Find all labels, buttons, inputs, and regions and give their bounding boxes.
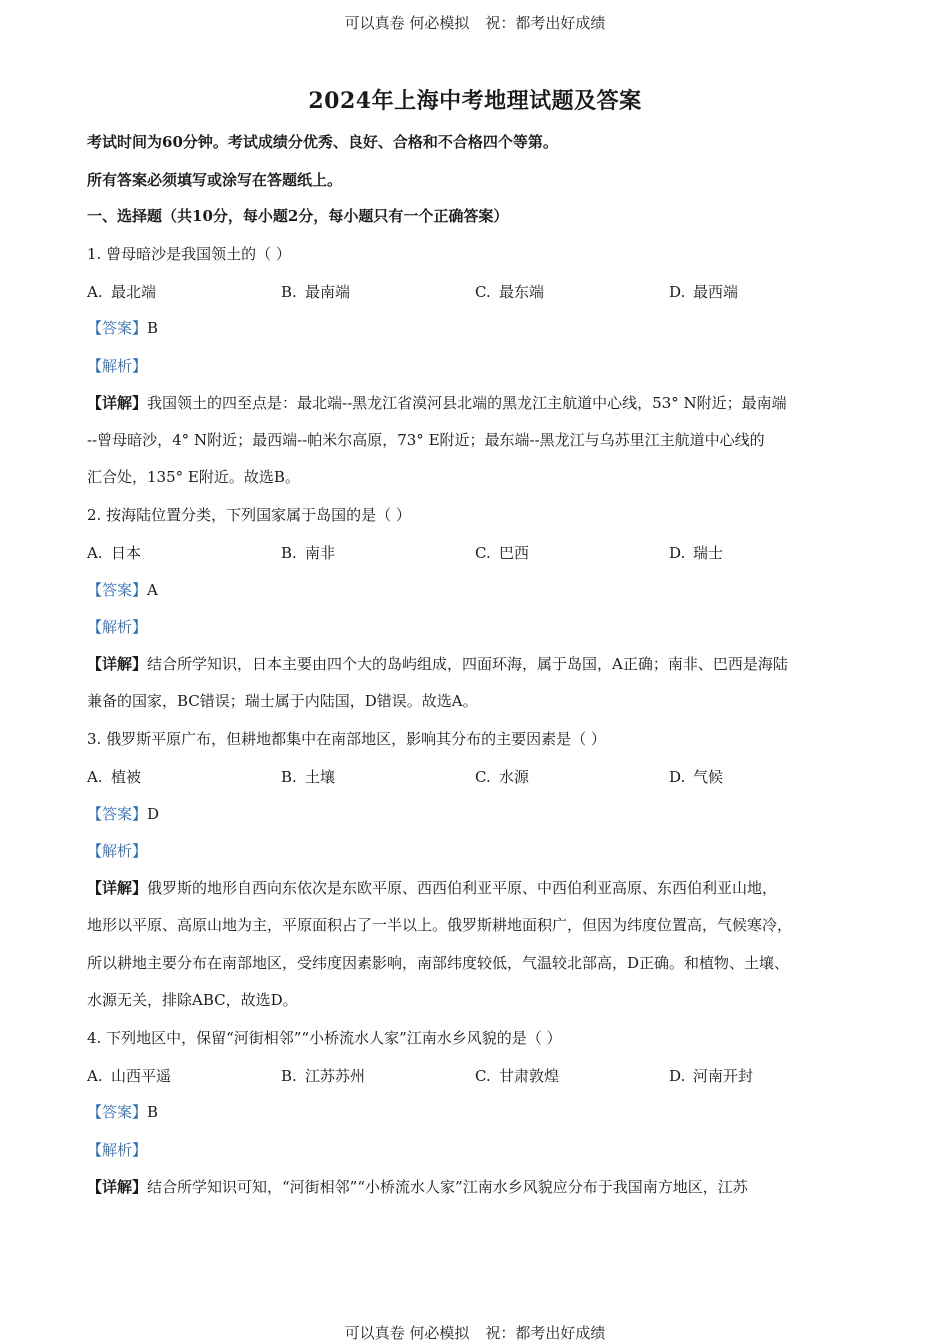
question-4-detail-line: 【详解】结合所学知识可知，“河街相邻”“小桥流水人家”江南水乡风貌应分布于我国南方地区，江苏 xyxy=(87,1178,748,1196)
option-d: D. 河南开封 xyxy=(669,1067,754,1085)
page-title: 2024年上海中考地理试题及答案 xyxy=(308,88,642,114)
option-d: D. 气候 xyxy=(669,768,724,786)
question-3-stem: 3. 俄罗斯平原广布，但耕地都集中在南部地区，影响其分布的主要因素是（ ） xyxy=(87,730,606,748)
question-4-answer: 【答案】B xyxy=(87,1103,159,1121)
section-heading: 一、选择题（共10分，每小题2分，每小题只有一个正确答案） xyxy=(87,207,509,225)
footer-slogan-right: 祝：都考出好成绩 xyxy=(485,1324,606,1342)
intro-time: 考试时间为60分钟。考试成绩分优秀、良好、合格和不合格四个等第。 xyxy=(87,133,558,151)
question-1-stem: 1. 曾母暗沙是我国领土的（ ） xyxy=(87,245,291,263)
question-3-options xyxy=(87,766,867,786)
footer-slogan-left: 可以真卷 何必模拟 xyxy=(344,1324,470,1342)
option-a: A. 植被 xyxy=(87,768,142,786)
header-slogan-right: 祝：都考出好成绩 xyxy=(485,14,606,32)
option-c: C. 甘肃敦煌 xyxy=(475,1067,560,1085)
option-b: B. 江苏苏州 xyxy=(281,1067,366,1085)
question-1-detail-line: 汇合处，135° E附近。故选B。 xyxy=(87,468,300,486)
question-3-analysis: 【解析】 xyxy=(87,842,148,860)
option-a: A. 山西平遥 xyxy=(87,1067,172,1085)
option-d: D. 最西端 xyxy=(669,283,739,301)
intro-answer-sheet: 所有答案必须填写或涂写在答题纸上。 xyxy=(87,171,343,189)
question-3-answer: 【答案】D xyxy=(87,805,160,823)
question-3-detail-line: 水源无关，排除ABC，故选D。 xyxy=(87,991,298,1009)
option-b: B. 南非 xyxy=(281,544,336,562)
question-2-stem: 2. 按海陆位置分类，下列国家属于岛国的是（ ） xyxy=(87,506,411,524)
question-2-options xyxy=(87,542,867,562)
page-footer xyxy=(0,1322,950,1343)
option-b: B. 最南端 xyxy=(281,283,351,301)
option-c: C. 水源 xyxy=(475,768,530,786)
question-1-detail-line: 【详解】我国领土的四至点是：最北端--黑龙江省漠河县北端的黑龙江主航道中心线，53° N附近；最南端 xyxy=(87,394,787,412)
option-c: C. 最东端 xyxy=(475,283,545,301)
question-3-detail-line: 地形以平原、高原山地为主，平原面积占了一半以上。俄罗斯耕地面积广，但因为纬度位置高，气候寒冷， xyxy=(87,916,793,934)
question-3-detail-line: 【详解】俄罗斯的地形自西向东依次是东欧平原、西西伯利亚平原、中西伯利亚高原、东西伯利亚山地， xyxy=(87,879,778,897)
question-4-stem: 4. 下列地区中，保留“河街相邻”“小桥流水人家”江南水乡风貌的是（ ） xyxy=(87,1029,562,1047)
page-header xyxy=(0,12,950,33)
question-2-detail-line: 兼备的国家，BC错误；瑞士属于内陆国，D错误。故选A。 xyxy=(87,692,478,710)
header-slogan-left: 可以真卷 何必模拟 xyxy=(344,14,470,32)
option-a: A. 最北端 xyxy=(87,283,157,301)
question-2-analysis: 【解析】 xyxy=(87,618,148,636)
option-c: C. 巴西 xyxy=(475,544,530,562)
question-1-options xyxy=(87,281,867,301)
question-2-detail-line: 【详解】结合所学知识，日本主要由四个大的岛屿组成，四面环海，属于岛国，A正确；南非、巴西是海陆 xyxy=(87,655,788,673)
option-a: A. 日本 xyxy=(87,544,142,562)
question-3-detail-line: 所以耕地主要分布在南部地区，受纬度因素影响，南部纬度较低，气温较北部高，D正确。和植物、土壤、 xyxy=(87,954,790,972)
question-1-analysis: 【解析】 xyxy=(87,357,148,375)
question-1-answer: 【答案】B xyxy=(87,319,159,337)
question-1-detail-line: --曾母暗沙，4° N附近；最西端--帕米尔高原，73° E附近；最东端--黑龙江与乌苏里江主航道中心线的 xyxy=(87,431,765,449)
question-4-options xyxy=(87,1065,867,1085)
question-2-answer: 【答案】A xyxy=(87,581,158,599)
option-d: D. 瑞士 xyxy=(669,544,724,562)
option-b: B. 土壤 xyxy=(281,768,336,786)
question-4-analysis: 【解析】 xyxy=(87,1141,148,1159)
